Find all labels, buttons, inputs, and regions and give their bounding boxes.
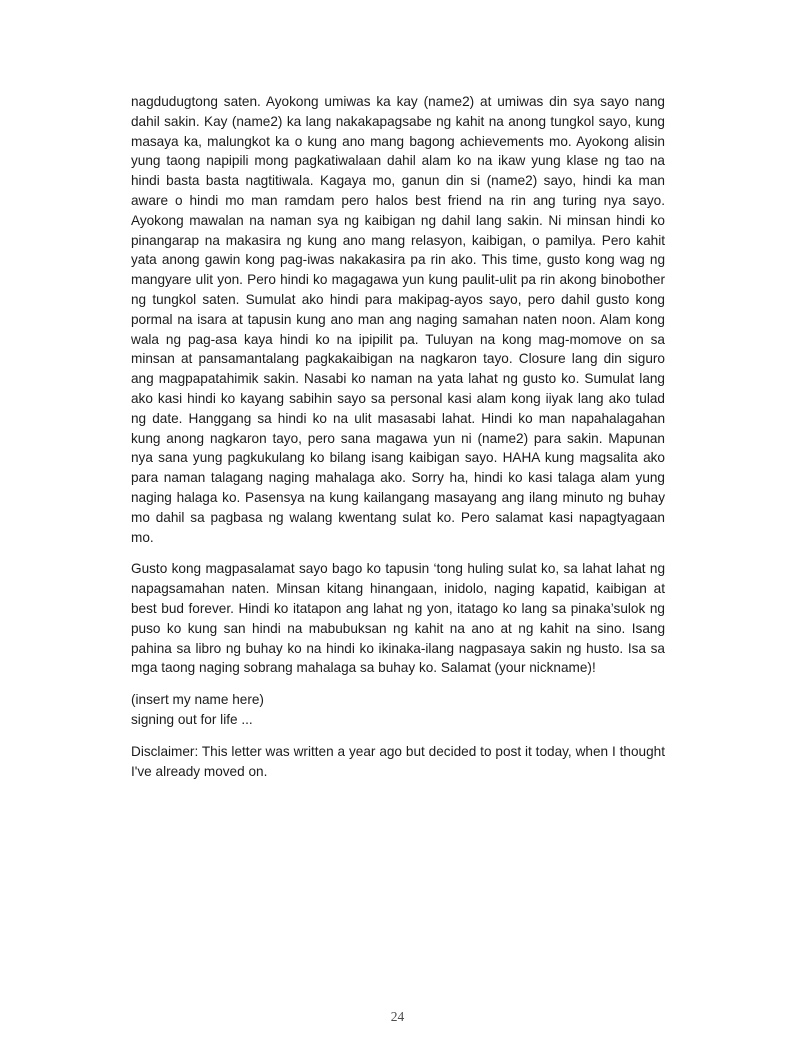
page-number: 24 — [390, 1009, 405, 1024]
signoff-name-line: (insert my name here) — [131, 692, 264, 708]
letter-body — [131, 92, 665, 781]
letter-paragraph-1: nagdudugtong saten. Ayokong umiwas ka kay (name2) at umiwas din sya sayo nang dahil sakin. Kay (name2) ka lang nakakapagsabe ng kahit na anong tungkol sayo, kung masaya ka, malungkot ka o kung ano mang bagong achievements mo. Ayokong alisin yung taong napipili mong pagkatiwalaan dahil alam ko na ikaw yung klase ng tao na hindi basta basta nagtitiwala. Kagaya mo, ganun din si (name2) sayo, hindi ka man aware o hindi mo man ramdam pero halos best friend na rin ang turing nya sayo. Ayokong mawalan na naman sya ng kaibigan ng dahil lang sakin. Ni minsan hindi ko pinangarap na makasira ng kung ano mang relasyon, kaibigan, o pamilya. Pero kahit yata anong gawin kong pag-iwas nakakasira pa rin ako. This time, gusto kong wag ng mangyare ulit yon. Pero hindi ko magagawa yun kung paulit-ulit pa rin akong binobother ng tungkol saten. Sumulat ako hindi para makipag-ayos sayo, pero dahil gusto kong pormal na isara at tapusin kung ano man ang naging samahan naten noon. Alam kong wala ng pag-asa kaya hindi ko na ipipilit pa. Tuluyan na kong mag-momove on sa minsan at pansamantalang pagkakaibigan na nagkaron tayo. Closure lang din siguro ang magpapatahimik sakin. Nasabi ko naman na yata lahat ng gusto ko. Sumulat lang ako kasi hindi ko kayang sabihin sayo sa personal kasi alam kong iiyak lang ako tulad ng date. Hanggang sa hindi ko na ulit masasabi lahat. Hindi ko man napahalagahan kung anong nagkaron tayo, pero sana magawa yun ni (name2) para sakin. Mapunan nya sana yung pagkukulang ko bilang isang kaibigan sayo. HAHA kung magsalita ako para naman talagang naging mahalaga ako. Sorry ha, hindi ko kasi talaga alam yung naging halaga ko. Pasensya na kung kailangang masayang ang ilang minuto ng buhay mo dahil sa pagbasa ng walang kwentang sulat ko. Pero salamat kasi napagtyagaan mo. — [131, 94, 665, 545]
letter-paragraph-2: Gusto kong magpasalamat sayo bago ko tapusin ‘tong huling sulat ko, sa lahat lahat ng napagsamahan naten. Minsan kitang hinangaan, inidolo, naging kapatid, kaibigan at best bud forever. Hindi ko itatapon ang lahat ng yon, itatago ko lang sa pinaka’sulok ng puso ko kung san hindi na mabubuksan ng kahit na ano at ng kahit na sino. Isang pahina sa libro ng buhay ko na hindi ko ikinaka-ilang nagpasaya sakin ng husto. Isa sa mga taong naging sobrang mahalaga sa buhay ko. Salamat (your nickname)! — [131, 561, 665, 676]
letter-signoff — [131, 690, 665, 730]
letter-disclaimer: Disclaimer: This letter was written a year ago but decided to post it today, when I thought I've already moved on. — [131, 743, 665, 779]
signoff-closing-line: signing out for life ... — [131, 711, 253, 727]
